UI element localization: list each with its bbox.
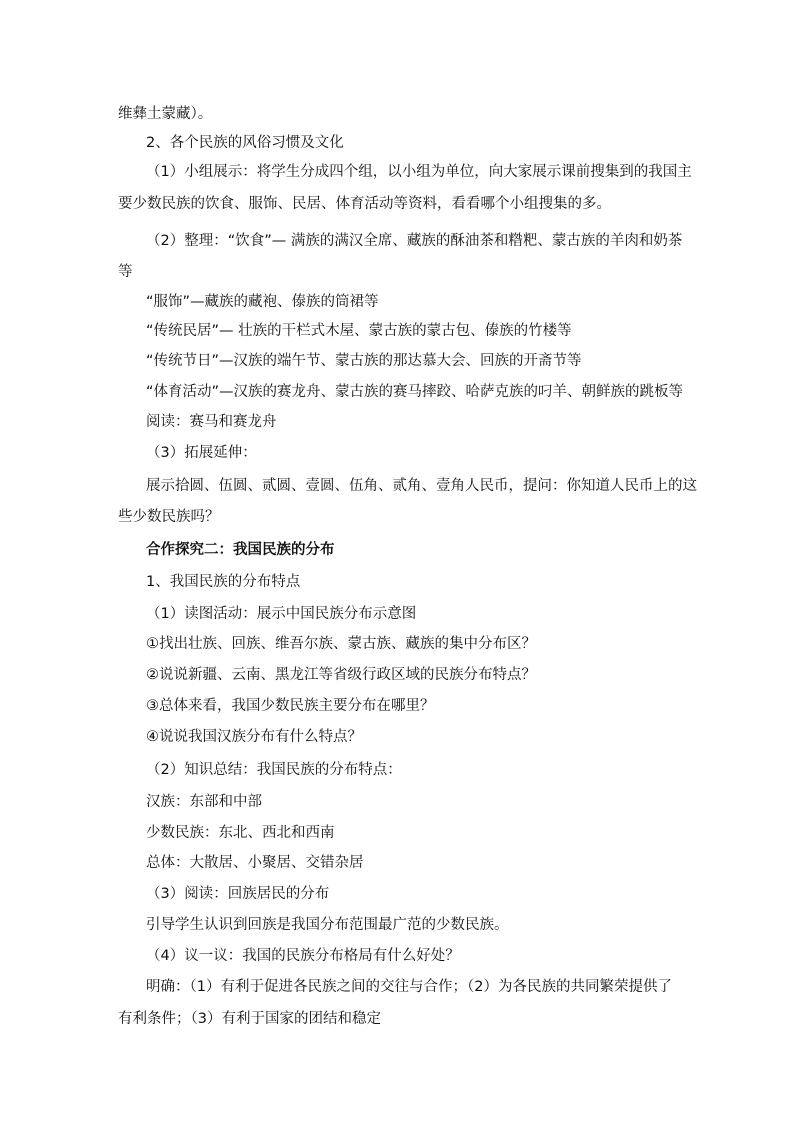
text-line: （4）议一议：我国的民族分布格局有什么好处？ xyxy=(146,948,460,964)
text-line: （3）阅读：回族居民的分布 xyxy=(146,886,330,902)
text-line: 总体：大散居、小聚居、交错杂居 xyxy=(146,855,364,871)
text-line: 阅读：赛马和赛龙舟 xyxy=(146,414,277,430)
text-line: 维彝土蒙藏）。 xyxy=(118,106,213,122)
text-line: “体育活动”—汉族的赛龙舟、蒙古族的赛马摔跤、哈萨克族的叼羊、朝鲜族的跳板等 xyxy=(146,384,684,400)
text-line: ③总体来看，我国少数民族主要分布在哪里？ xyxy=(146,698,435,714)
text-line: （2）整理：“饮食”— 满族的满汉全席、藏族的酥油茶和糌粑、蒙古族的羊肉和奶茶 xyxy=(146,233,683,249)
text-line: （2）知识总结：我国民族的分布特点： xyxy=(146,762,402,778)
section-heading: 2、各个民族的风俗习惯及文化 xyxy=(146,135,344,151)
text-line: 引导学生认识到回族是我国分布范围最广范的少数民族。 xyxy=(146,917,509,933)
text-line: “传统节日”—汉族的端午节、蒙古族的那达慕大会、回族的开斋节等 xyxy=(146,353,582,369)
text-line: 汉族：东部和中部 xyxy=(146,794,262,810)
text-line: “传统民居”— 壮族的干栏式木屋、蒙古族的蒙古包、傣族的竹楼等 xyxy=(146,323,572,339)
text-line: 明确：（1）有利于促进各民族之间的交往与合作；（2）为各民族的共同繁荣提供了 xyxy=(146,979,672,995)
text-line: ②说说新疆、云南、黑龙江等省级行政区域的民族分布特点？ xyxy=(146,667,536,683)
text-line: 有利条件；（3）有利于国家的团结和稳定 xyxy=(118,1011,381,1027)
text-line: ①找出壮族、回族、维吾尔族、蒙古族、藏族的集中分布区？ xyxy=(146,636,536,652)
text-line: （3）拓展延伸： xyxy=(146,445,257,461)
text-line: “服饰”—藏族的藏袍、傣族的筒裙等 xyxy=(146,294,379,310)
section-heading: 合作探究二：我国民族的分布 xyxy=(146,542,335,558)
text-line: ④说说我国汉族分布有什么特点？ xyxy=(146,729,362,745)
text-line: 要少数民族的饮食、服饰、民居、体育活动等资料，看看哪个小组搜集的多。 xyxy=(118,196,611,212)
text-line: （1）小组展示：将学生分成四个组，以小组为单位，向大家展示课前搜集到的我国主 xyxy=(146,164,692,180)
text-line: 少数民族：东北、西北和西南 xyxy=(146,825,335,841)
text-line: 些少数民族吗？ xyxy=(118,509,220,525)
text-line: （1）读图活动：展示中国民族分布示意图 xyxy=(146,606,417,622)
text-line: 展示拾圆、伍圆、贰圆、壹圆、伍角、贰角、壹角人民币，提问：你知道人民币上的这 xyxy=(146,478,697,494)
text-line: 等 xyxy=(118,264,133,280)
section-heading: 1、我国民族的分布特点 xyxy=(146,574,301,590)
